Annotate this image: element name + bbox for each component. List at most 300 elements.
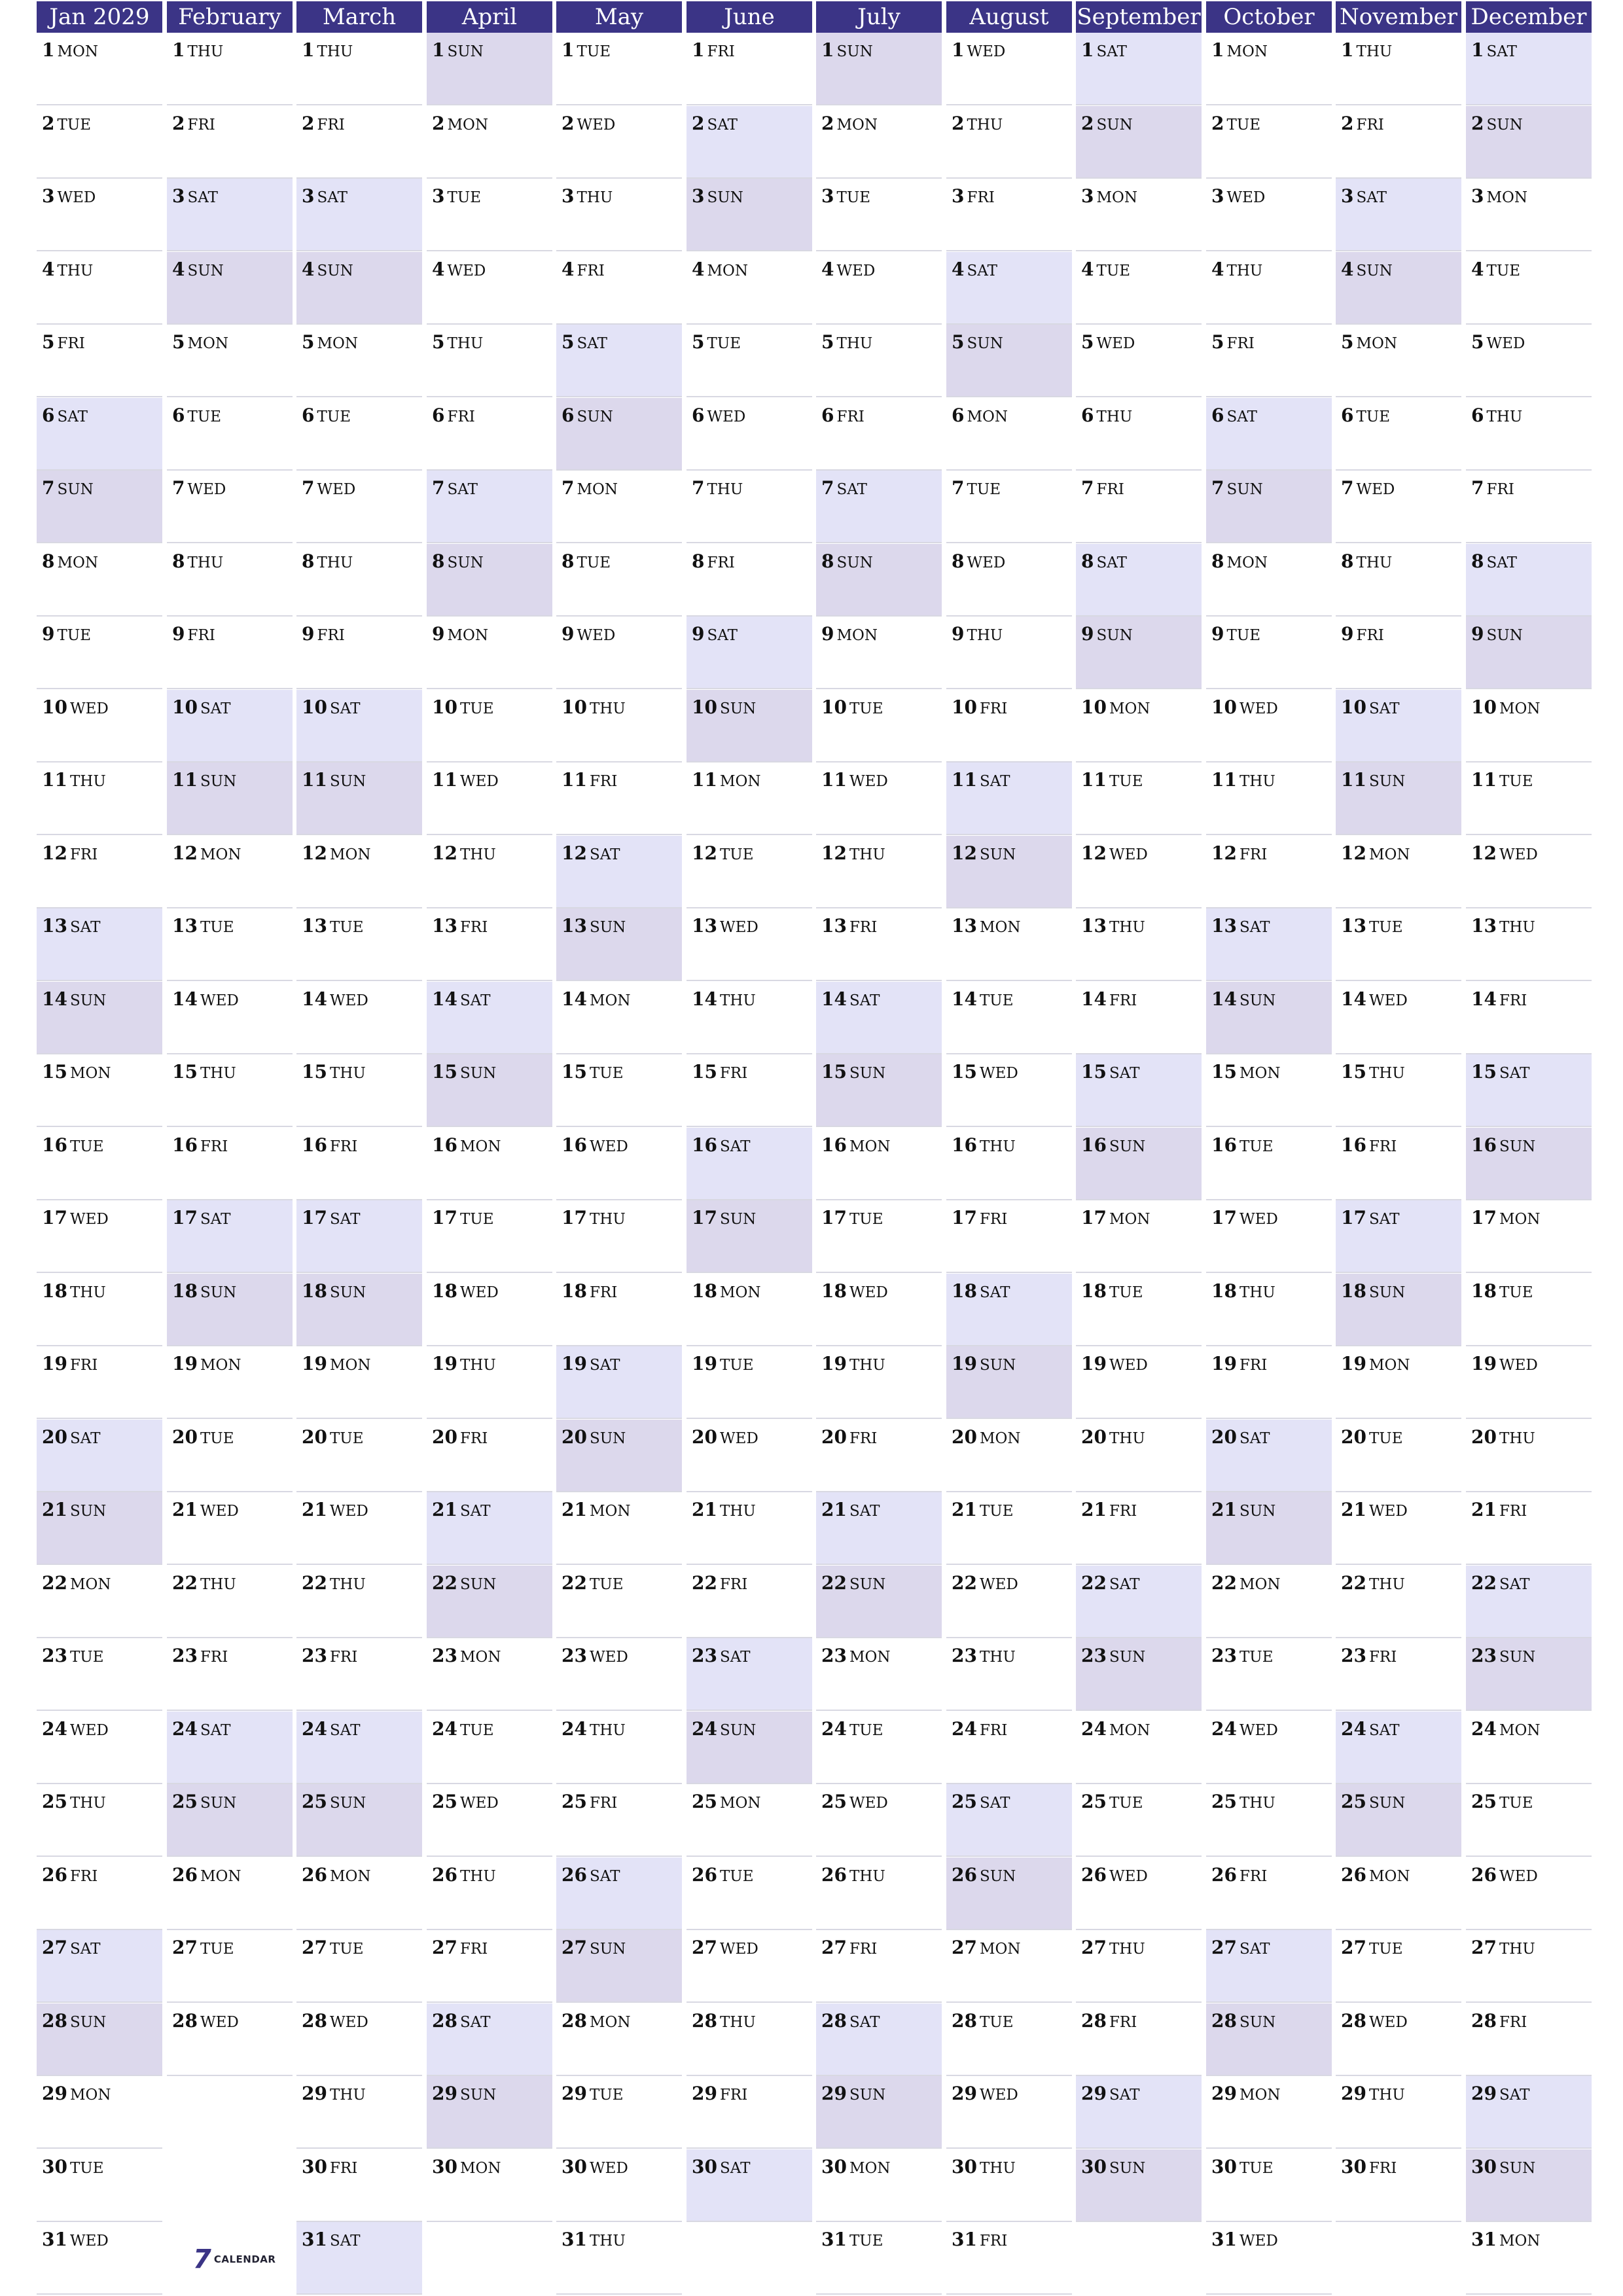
day-cell bbox=[556, 1346, 682, 1419]
weekday-label: MON bbox=[1109, 1722, 1150, 1739]
day-number: 24 SAT bbox=[302, 1718, 361, 1740]
weekday-label: THU bbox=[967, 117, 1003, 134]
day-number: 13 MON bbox=[952, 915, 1021, 937]
day-number: 7 FRI bbox=[1471, 477, 1514, 499]
weekday-label: MON bbox=[329, 1868, 371, 1885]
day-number: 18 TUE bbox=[1081, 1280, 1143, 1302]
weekday-label: TUE bbox=[719, 1868, 754, 1885]
day-cell bbox=[816, 1930, 942, 2003]
weekday-label: TUE bbox=[1226, 117, 1260, 134]
weekday-label: MON bbox=[200, 1357, 241, 1374]
day-cell bbox=[1206, 908, 1332, 981]
day-number: 1 THU bbox=[1341, 39, 1393, 61]
day-cell bbox=[556, 1128, 682, 1200]
weekday-label: SAT bbox=[1239, 1941, 1270, 1958]
weekday-label: SUN bbox=[1499, 2160, 1536, 2177]
day-cell bbox=[1466, 908, 1592, 981]
weekday-label: THU bbox=[329, 1065, 366, 1082]
day-cell bbox=[687, 106, 812, 179]
weekday-label: WED bbox=[1356, 481, 1395, 498]
weekday-label: SAT bbox=[329, 1211, 361, 1228]
day-number: 9 THU bbox=[952, 623, 1003, 645]
day-number: 20 THU bbox=[1081, 1426, 1145, 1448]
day-number: 27 SAT bbox=[42, 1937, 101, 1958]
day-cell bbox=[946, 1566, 1072, 1638]
weekday-label: THU bbox=[1109, 1941, 1145, 1958]
day-number: 27 FRI bbox=[821, 1937, 878, 1958]
weekday-label: FRI bbox=[1239, 1868, 1268, 1885]
day-cell bbox=[946, 908, 1072, 981]
day-cell bbox=[1206, 398, 1332, 471]
weekday-label: SAT bbox=[459, 992, 491, 1009]
day-cell bbox=[1076, 1784, 1202, 1857]
day-cell bbox=[816, 1638, 942, 1711]
day-number: 17 WED bbox=[1211, 1207, 1278, 1229]
weekday-label: MON bbox=[1486, 189, 1528, 206]
weekday-label: MON bbox=[967, 408, 1008, 425]
weekday-label: MON bbox=[459, 1649, 501, 1666]
weekday-label: FRI bbox=[1109, 992, 1137, 1009]
day-cell bbox=[1336, 325, 1461, 397]
day-number: 28 SUN bbox=[42, 2010, 107, 2032]
day-number: 19 MON bbox=[302, 1353, 371, 1374]
day-number: 3 SAT bbox=[1341, 185, 1387, 207]
day-number: 28 FRI bbox=[1081, 2010, 1137, 2032]
day-number: 9 SAT bbox=[692, 623, 738, 645]
day-number: 20 MON bbox=[952, 1426, 1021, 1448]
day-cell bbox=[1206, 544, 1332, 617]
weekday-label: WED bbox=[69, 1211, 109, 1228]
day-number: 15 THU bbox=[302, 1061, 366, 1083]
day-number: 23 FRI bbox=[302, 1645, 358, 1666]
day-number: 2 SAT bbox=[692, 113, 738, 134]
day-number: 20 FRI bbox=[821, 1426, 878, 1448]
day-number: 22 SUN bbox=[432, 1572, 497, 1594]
day-cell bbox=[1466, 690, 1592, 762]
weekday-label: TUE bbox=[447, 189, 481, 206]
weekday-label: SAT bbox=[69, 1430, 101, 1447]
day-cell bbox=[427, 1492, 552, 1565]
day-number: 26 SAT bbox=[562, 1864, 620, 1886]
day-number: 8 THU bbox=[1341, 550, 1393, 572]
weekday-label: THU bbox=[707, 481, 743, 498]
weekday-label: WED bbox=[1368, 1503, 1408, 1520]
day-cell bbox=[1466, 836, 1592, 908]
day-number: 15 WED bbox=[952, 1061, 1018, 1083]
day-number: 13 TUE bbox=[302, 915, 364, 937]
day-number: 9 SUN bbox=[1471, 623, 1523, 645]
weekday-label: WED bbox=[1499, 1868, 1538, 1885]
weekday-label: MON bbox=[1499, 700, 1541, 717]
day-number: 10 SAT bbox=[172, 696, 231, 718]
day-cell bbox=[1466, 2222, 1592, 2295]
day-number: 26 THU bbox=[821, 1864, 885, 1886]
day-cell bbox=[946, 836, 1072, 908]
day-cell bbox=[687, 1784, 812, 1857]
day-number: 30 SUN bbox=[1471, 2156, 1536, 2178]
weekday-label: SAT bbox=[200, 1722, 231, 1739]
day-number: 18 THU bbox=[1211, 1280, 1275, 1302]
day-number: 12 WED bbox=[1471, 842, 1538, 864]
weekday-label: SAT bbox=[1368, 1211, 1400, 1228]
weekday-label: SUN bbox=[1096, 117, 1133, 134]
weekday-label: WED bbox=[577, 627, 616, 644]
weekday-label: TUE bbox=[1239, 1649, 1274, 1666]
day-number: 27 WED bbox=[692, 1937, 758, 1958]
day-cell bbox=[37, 2003, 162, 2076]
day-number: 19 FRI bbox=[42, 1353, 98, 1374]
weekday-label: SAT bbox=[707, 627, 738, 644]
day-cell bbox=[687, 1638, 812, 1711]
day-number: 24 MON bbox=[1081, 1718, 1150, 1740]
day-cell bbox=[816, 471, 942, 543]
weekday-label: TUE bbox=[836, 189, 870, 206]
day-number: 4 TUE bbox=[1081, 259, 1130, 280]
weekday-label: MON bbox=[1356, 335, 1398, 352]
day-cell bbox=[296, 1128, 422, 1200]
day-cell bbox=[1466, 1274, 1592, 1346]
weekday-label: SAT bbox=[1109, 1065, 1140, 1082]
day-cell bbox=[1466, 398, 1592, 471]
day-number: 30 SUN bbox=[1081, 2156, 1146, 2178]
day-cell bbox=[1466, 1638, 1592, 1711]
day-number: 26 THU bbox=[432, 1864, 496, 1886]
day-cell bbox=[167, 908, 293, 981]
day-number: 5 TUE bbox=[692, 331, 741, 353]
weekday-label: SAT bbox=[1096, 554, 1127, 571]
day-cell bbox=[946, 2003, 1072, 2076]
day-number: 5 WED bbox=[1081, 331, 1135, 353]
day-cell bbox=[167, 1054, 293, 1127]
day-number: 25 SAT bbox=[952, 1791, 1010, 1812]
day-cell bbox=[816, 398, 942, 471]
day-number: 1 THU bbox=[302, 39, 353, 61]
day-number: 26 WED bbox=[1471, 1864, 1538, 1886]
weekday-label: MON bbox=[849, 1138, 891, 1155]
day-cell bbox=[556, 179, 682, 251]
day-cell bbox=[1076, 908, 1202, 981]
day-cell bbox=[37, 544, 162, 617]
day-number: 20 WED bbox=[692, 1426, 758, 1448]
weekday-label: MON bbox=[1368, 1868, 1410, 1885]
weekday-label: SAT bbox=[967, 262, 997, 279]
day-number: 22 THU bbox=[172, 1572, 236, 1594]
weekday-label: THU bbox=[69, 773, 106, 790]
weekday-label: WED bbox=[979, 1576, 1018, 1593]
day-number: 25 THU bbox=[42, 1791, 106, 1812]
weekday-label: WED bbox=[1486, 335, 1525, 352]
day-cell bbox=[296, 1346, 422, 1419]
weekday-label: SAT bbox=[1499, 1576, 1530, 1593]
day-number: 5 THU bbox=[821, 331, 873, 353]
day-cell bbox=[816, 617, 942, 689]
day-number: 26 MON bbox=[172, 1864, 241, 1886]
day-cell bbox=[1466, 544, 1592, 617]
day-cell bbox=[296, 617, 422, 689]
weekday-label: TUE bbox=[1109, 1795, 1143, 1812]
day-number: 7 WED bbox=[302, 477, 356, 499]
day-number: 18 FRI bbox=[562, 1280, 618, 1302]
day-cell bbox=[1206, 1346, 1332, 1419]
weekday-label: THU bbox=[317, 554, 353, 571]
day-cell bbox=[556, 471, 682, 543]
day-number: 14 SAT bbox=[432, 988, 491, 1010]
day-cell bbox=[427, 1638, 552, 1711]
day-cell bbox=[427, 2149, 552, 2222]
day-cell bbox=[1076, 325, 1202, 397]
weekday-label: SUN bbox=[836, 554, 873, 571]
day-number: 28 FRI bbox=[1471, 2010, 1527, 2032]
day-number: 6 SUN bbox=[562, 404, 613, 426]
weekday-label: FRI bbox=[1239, 846, 1268, 863]
weekday-label: SAT bbox=[979, 773, 1010, 790]
day-cell bbox=[687, 1420, 812, 1492]
day-number: 15 THU bbox=[172, 1061, 236, 1083]
day-number: 2 MON bbox=[821, 113, 878, 134]
weekday-label: TUE bbox=[329, 1941, 364, 1958]
day-number: 1 SAT bbox=[1471, 39, 1517, 61]
weekday-label: THU bbox=[1499, 919, 1535, 936]
weekday-label: THU bbox=[187, 43, 224, 60]
weekday-label: SAT bbox=[187, 189, 218, 206]
day-number: 20 TUE bbox=[1341, 1426, 1403, 1448]
day-number: 21 FRI bbox=[1081, 1499, 1137, 1520]
weekday-label: TUE bbox=[317, 408, 351, 425]
day-cell bbox=[1336, 1930, 1461, 2003]
weekday-label: TUE bbox=[1356, 408, 1390, 425]
day-number: 9 TUE bbox=[1211, 623, 1260, 645]
weekday-label: TUE bbox=[1109, 1284, 1143, 1301]
weekday-label: SUN bbox=[459, 2087, 497, 2104]
weekday-label: SUN bbox=[57, 481, 94, 498]
day-cell bbox=[816, 690, 942, 762]
weekday-label: TUE bbox=[589, 1065, 624, 1082]
day-number: 26 WED bbox=[1081, 1864, 1148, 1886]
day-cell bbox=[556, 2003, 682, 2076]
day-number: 4 SUN bbox=[302, 259, 353, 280]
day-cell bbox=[556, 1492, 682, 1565]
weekday-label: SUN bbox=[200, 1795, 237, 1812]
day-number: 1 THU bbox=[172, 39, 224, 61]
weekday-label: TUE bbox=[69, 1649, 104, 1666]
weekday-label: SAT bbox=[1226, 408, 1257, 425]
weekday-label: FRI bbox=[200, 1649, 228, 1666]
day-cell bbox=[37, 325, 162, 397]
day-cell bbox=[816, 544, 942, 617]
weekday-label: SAT bbox=[719, 2160, 751, 2177]
weekday-label: SUN bbox=[1356, 262, 1393, 279]
day-cell bbox=[946, 1200, 1072, 1273]
weekday-label: THU bbox=[1368, 2087, 1405, 2104]
day-cell bbox=[167, 33, 293, 105]
day-cell bbox=[946, 617, 1072, 689]
day-cell bbox=[946, 179, 1072, 251]
day-cell bbox=[687, 1128, 812, 1200]
day-cell bbox=[37, 690, 162, 762]
day-number: 10 MON bbox=[1081, 696, 1150, 718]
day-cell bbox=[37, 33, 162, 105]
day-cell bbox=[687, 544, 812, 617]
day-number: 22 WED bbox=[952, 1572, 1018, 1594]
day-cell bbox=[427, 398, 552, 471]
weekday-label: FRI bbox=[1499, 1503, 1527, 1520]
day-cell bbox=[687, 471, 812, 543]
day-number: 10 FRI bbox=[952, 696, 1008, 718]
weekday-label: MON bbox=[69, 1576, 111, 1593]
day-number: 7 MON bbox=[562, 477, 618, 499]
weekday-label: SUN bbox=[69, 992, 107, 1009]
day-cell bbox=[427, 1930, 552, 2003]
weekday-label: SUN bbox=[1499, 1138, 1536, 1155]
day-cell bbox=[167, 836, 293, 908]
day-number: 27 FRI bbox=[432, 1937, 488, 1958]
day-cell bbox=[687, 1712, 812, 1784]
day-cell bbox=[946, 33, 1072, 105]
day-cell bbox=[427, 544, 552, 617]
day-number: 22 THU bbox=[1341, 1572, 1405, 1594]
day-number: 16 FRI bbox=[172, 1134, 228, 1156]
day-cell bbox=[556, 762, 682, 835]
day-number: 25 THU bbox=[1211, 1791, 1275, 1812]
day-cell bbox=[687, 1200, 812, 1273]
day-cell bbox=[167, 1638, 293, 1711]
day-number: 2 SUN bbox=[1081, 113, 1133, 134]
day-number: 30 TUE bbox=[42, 2156, 104, 2178]
day-cell bbox=[946, 1638, 1072, 1711]
day-cell bbox=[296, 1054, 422, 1127]
day-cell bbox=[1466, 1566, 1592, 1638]
day-number: 8 THU bbox=[172, 550, 224, 572]
day-number: 28 TUE bbox=[952, 2010, 1014, 2032]
weekday-label: FRI bbox=[577, 262, 605, 279]
day-cell bbox=[556, 252, 682, 325]
day-cell bbox=[946, 982, 1072, 1054]
day-cell bbox=[816, 2149, 942, 2222]
day-number: 21 THU bbox=[692, 1499, 756, 1520]
logo-mark: 7 bbox=[193, 2244, 211, 2274]
weekday-label: THU bbox=[1109, 919, 1145, 936]
day-cell bbox=[1336, 544, 1461, 617]
day-cell bbox=[687, 762, 812, 835]
day-cell bbox=[1076, 471, 1202, 543]
day-number: 12 SUN bbox=[952, 842, 1016, 864]
day-cell bbox=[427, 908, 552, 981]
weekday-label: SAT bbox=[317, 189, 348, 206]
weekday-label: MON bbox=[1368, 846, 1410, 863]
weekday-label: FRI bbox=[447, 408, 475, 425]
weekday-label: THU bbox=[719, 2014, 756, 2031]
weekday-label: WED bbox=[1239, 700, 1278, 717]
day-cell bbox=[1076, 1346, 1202, 1419]
day-cell bbox=[816, 762, 942, 835]
weekday-label: SAT bbox=[447, 481, 478, 498]
day-cell bbox=[1076, 179, 1202, 251]
weekday-label: WED bbox=[1499, 1357, 1538, 1374]
weekday-label: THU bbox=[1096, 408, 1133, 425]
day-number: 28 WED bbox=[172, 2010, 239, 2032]
weekday-label: TUE bbox=[849, 1211, 883, 1228]
weekday-label: SUN bbox=[849, 1576, 886, 1593]
day-cell bbox=[1336, 179, 1461, 251]
day-cell bbox=[1076, 1857, 1202, 1930]
day-cell bbox=[687, 33, 812, 105]
day-cell bbox=[167, 1200, 293, 1273]
day-number: 3 MON bbox=[1081, 185, 1138, 207]
day-number: 13 TUE bbox=[1341, 915, 1403, 937]
day-number: 7 FRI bbox=[1081, 477, 1124, 499]
day-cell bbox=[556, 1274, 682, 1346]
day-number: 30 TUE bbox=[1211, 2156, 1274, 2178]
day-cell bbox=[556, 1054, 682, 1127]
day-number: 28 SUN bbox=[1211, 2010, 1276, 2032]
day-cell bbox=[946, 471, 1072, 543]
day-cell bbox=[1336, 1784, 1461, 1857]
day-number: 20 SAT bbox=[1211, 1426, 1270, 1448]
day-number: 1 WED bbox=[952, 39, 1006, 61]
day-number: 23 SUN bbox=[1081, 1645, 1146, 1666]
day-cell bbox=[687, 690, 812, 762]
weekday-label: TUE bbox=[57, 117, 91, 134]
weekday-label: FRI bbox=[589, 773, 618, 790]
day-number: 4 SAT bbox=[952, 259, 997, 280]
day-number: 23 TUE bbox=[1211, 1645, 1274, 1666]
weekday-label: FRI bbox=[979, 1211, 1008, 1228]
day-number: 7 TUE bbox=[952, 477, 1001, 499]
day-cell bbox=[1466, 617, 1592, 689]
day-cell bbox=[296, 544, 422, 617]
weekday-label: SAT bbox=[69, 919, 101, 936]
day-cell bbox=[296, 1200, 422, 1273]
weekday-label: WED bbox=[1239, 1211, 1278, 1228]
day-number: 8 WED bbox=[952, 550, 1006, 572]
day-cell bbox=[1466, 471, 1592, 543]
day-number: 18 SUN bbox=[1341, 1280, 1406, 1302]
weekday-label: MON bbox=[1239, 2087, 1281, 2104]
day-cell bbox=[946, 762, 1072, 835]
day-cell bbox=[556, 2222, 682, 2295]
day-number: 13 SUN bbox=[562, 915, 626, 937]
day-number: 29 WED bbox=[952, 2083, 1018, 2104]
day-number: 6 FRI bbox=[821, 404, 865, 426]
weekday-label: FRI bbox=[1499, 2014, 1527, 2031]
day-cell bbox=[1076, 1128, 1202, 1200]
day-number: 24 SAT bbox=[1341, 1718, 1400, 1740]
day-cell bbox=[37, 1566, 162, 1638]
day-cell bbox=[167, 252, 293, 325]
weekday-label: FRI bbox=[317, 117, 345, 134]
day-cell bbox=[687, 179, 812, 251]
day-number: 12 THU bbox=[432, 842, 496, 864]
weekday-label: SUN bbox=[317, 262, 353, 279]
weekday-label: SUN bbox=[447, 43, 484, 60]
day-number: 3 FRI bbox=[952, 185, 995, 207]
weekday-label: SAT bbox=[1109, 1576, 1140, 1593]
weekday-label: SAT bbox=[1499, 1065, 1530, 1082]
weekday-label: FRI bbox=[1239, 1357, 1268, 1374]
day-number: 1 FRI bbox=[692, 39, 735, 61]
day-number: 18 WED bbox=[432, 1280, 499, 1302]
weekday-label: WED bbox=[589, 2160, 628, 2177]
day-number: 20 TUE bbox=[172, 1426, 234, 1448]
day-cell bbox=[167, 1346, 293, 1419]
weekday-label: TUE bbox=[849, 2233, 883, 2250]
day-number: 19 FRI bbox=[1211, 1353, 1268, 1374]
weekday-label: FRI bbox=[979, 2233, 1008, 2250]
day-cell bbox=[1336, 617, 1461, 689]
weekday-label: THU bbox=[1239, 1795, 1275, 1812]
day-cell bbox=[946, 1274, 1072, 1346]
day-number: 11 SUN bbox=[1341, 769, 1406, 791]
